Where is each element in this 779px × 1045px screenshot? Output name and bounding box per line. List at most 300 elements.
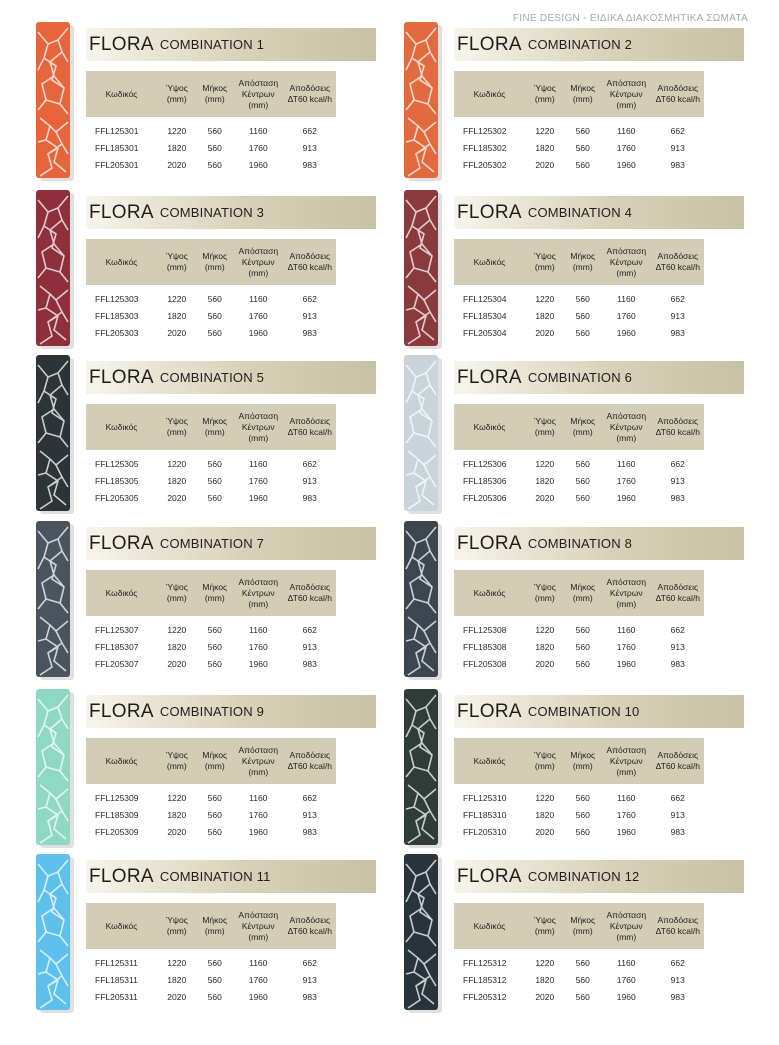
radiator-pattern-icon (402, 854, 444, 1014)
cell-code: FFL205307 (95, 658, 139, 669)
cell-code: FFL125301 (95, 125, 139, 136)
product-combination: COMBINATION 4 (527, 205, 633, 220)
radiator-pattern-icon (402, 22, 444, 182)
cell-code: FFL185310 (463, 809, 507, 820)
product-brand: FLORA (89, 700, 154, 722)
cell-length: 560 (207, 991, 222, 1002)
cell-center: 1760 (616, 641, 636, 652)
cell-center: 1960 (248, 991, 268, 1002)
cell-length: 560 (207, 142, 222, 153)
cell-code: FFL205301 (95, 159, 139, 170)
cell-code: FFL205311 (95, 991, 138, 1002)
header-center-distance: Απόσταση Κέντρων (mm) (233, 903, 284, 949)
header-code: Κωδικός (86, 903, 157, 949)
cell-center: 1160 (249, 293, 268, 304)
cell-code: FFL125308 (463, 624, 507, 635)
cell-code: FFL125302 (463, 125, 507, 136)
cell-output: 662 (670, 792, 685, 803)
table-row (454, 655, 704, 672)
table-row (86, 450, 336, 472)
radiator-pattern-icon (34, 521, 76, 681)
spec-table-header (454, 570, 704, 616)
header-output: Αποδόσεις ΔΤ60 kcal/h (652, 71, 704, 117)
header-height: Ύψος (mm) (525, 239, 565, 285)
radiator-pattern-icon (34, 689, 76, 849)
product-card-5 (86, 361, 431, 526)
cell-center: 1160 (249, 458, 268, 469)
product-title-bar (454, 695, 744, 728)
cell-code: FFL185301 (95, 142, 139, 153)
cell-code: FFL185309 (95, 809, 139, 820)
cell-code: FFL205310 (463, 826, 507, 837)
cell-code: FFL185302 (463, 142, 507, 153)
cell-length: 560 (575, 826, 590, 837)
cell-length: 560 (207, 475, 222, 486)
spec-table (454, 738, 704, 840)
spec-table-header (454, 71, 704, 117)
cell-length: 560 (207, 492, 222, 503)
cell-length: 560 (575, 142, 590, 153)
spec-table (86, 239, 336, 341)
cell-height: 1220 (167, 624, 187, 635)
table-row (86, 616, 336, 638)
table-row (454, 489, 704, 506)
header-output: Αποδόσεις ΔΤ60 kcal/h (284, 903, 336, 949)
cell-length: 560 (575, 492, 590, 503)
cell-center: 1760 (248, 310, 268, 321)
cell-output: 913 (670, 142, 685, 153)
header-center-distance: Απόσταση Κέντρων (mm) (601, 239, 652, 285)
table-row (454, 823, 704, 840)
cell-height: 1220 (535, 957, 555, 968)
product-brand: FLORA (457, 33, 522, 55)
spec-table (86, 71, 336, 173)
cell-output: 662 (302, 458, 317, 469)
cell-height: 1220 (535, 458, 555, 469)
header-center-distance: Απόσταση Κέντρων (mm) (233, 404, 284, 450)
cell-output: 983 (302, 327, 317, 338)
cell-output: 983 (302, 658, 317, 669)
product-combination: COMBINATION 5 (159, 370, 265, 385)
product-card-6 (454, 361, 779, 526)
header-height: Ύψος (mm) (525, 903, 565, 949)
product-title-bar (86, 527, 376, 560)
cell-height: 1820 (167, 641, 187, 652)
spec-table (454, 903, 704, 1005)
cell-length: 560 (575, 475, 590, 486)
cell-output: 913 (670, 974, 685, 985)
cell-center: 1160 (249, 624, 268, 635)
cell-length: 560 (207, 826, 222, 837)
table-row (454, 450, 704, 472)
cell-length: 560 (575, 974, 590, 985)
table-row (86, 806, 336, 823)
cell-center: 1760 (616, 142, 636, 153)
cell-height: 2020 (167, 327, 187, 338)
cell-length: 560 (207, 293, 222, 304)
header-height: Ύψος (mm) (525, 71, 565, 117)
table-row (454, 971, 704, 988)
radiator-image (34, 689, 76, 849)
spec-table-header (454, 404, 704, 450)
header-output: Αποδόσεις ΔΤ60 kcal/h (652, 903, 704, 949)
header-length: Μήκος (mm) (197, 738, 233, 784)
header-center-distance: Απόσταση Κέντρων (mm) (601, 903, 652, 949)
product-combination: COMBINATION 2 (527, 37, 633, 52)
cell-code: FFL125305 (95, 458, 139, 469)
cell-length: 560 (575, 125, 590, 136)
cell-code: FFL205302 (463, 159, 507, 170)
cell-height: 1220 (535, 125, 555, 136)
cell-output: 662 (302, 624, 317, 635)
cell-center: 1960 (616, 658, 636, 669)
cell-height: 1820 (535, 142, 555, 153)
cell-output: 662 (302, 125, 317, 136)
product-card-4 (454, 196, 779, 361)
cell-output: 983 (670, 991, 685, 1002)
table-row (454, 324, 704, 341)
cell-length: 560 (575, 458, 590, 469)
cell-length: 560 (207, 624, 222, 635)
cell-output: 662 (670, 125, 685, 136)
product-title-bar (86, 695, 376, 728)
product-card-2 (454, 28, 779, 193)
cell-output: 913 (670, 310, 685, 321)
product-combination: COMBINATION 12 (527, 869, 640, 884)
cell-height: 1820 (167, 475, 187, 486)
cell-center: 1960 (248, 159, 268, 170)
cell-center: 1760 (616, 475, 636, 486)
table-row (86, 472, 336, 489)
cell-center: 1760 (248, 974, 268, 985)
table-row (454, 285, 704, 307)
cell-code: FFL185307 (95, 641, 139, 652)
cell-output: 662 (302, 293, 317, 304)
radiator-image (402, 190, 444, 350)
table-row (454, 616, 704, 638)
cell-length: 560 (207, 125, 222, 136)
product-title-bar (454, 196, 744, 229)
cell-code: FFL185311 (95, 974, 138, 985)
header-height: Ύψος (mm) (157, 738, 197, 784)
product-title-bar (86, 28, 376, 61)
cell-code: FFL125310 (463, 792, 507, 803)
cell-height: 1820 (535, 974, 555, 985)
radiator-pattern-icon (402, 521, 444, 681)
page-header: FINE DESIGN - ΕΙΔΙΚΑ ΔΙΑΚΟΣΜΗΤΙΚΑ ΣΩΜΑΤΑ (512, 13, 748, 24)
radiator-image (402, 22, 444, 182)
cell-center: 1160 (617, 293, 636, 304)
cell-center: 1760 (248, 142, 268, 153)
header-height: Ύψος (mm) (157, 404, 197, 450)
spec-table-header (86, 71, 336, 117)
cell-center: 1960 (248, 327, 268, 338)
cell-center: 1760 (616, 809, 636, 820)
cell-code: FFL125306 (463, 458, 507, 469)
product-brand: FLORA (89, 532, 154, 554)
cell-output: 913 (302, 310, 317, 321)
radiator-pattern-icon (34, 854, 76, 1014)
cell-length: 560 (575, 641, 590, 652)
cell-output: 983 (670, 159, 685, 170)
cell-height: 2020 (167, 826, 187, 837)
header-code: Κωδικός (454, 570, 525, 616)
header-height: Ύψος (mm) (525, 738, 565, 784)
radiator-image (402, 355, 444, 515)
table-row (86, 655, 336, 672)
header-output: Αποδόσεις ΔΤ60 kcal/h (652, 570, 704, 616)
header-code: Κωδικός (454, 239, 525, 285)
cell-code: FFL185304 (463, 310, 507, 321)
cell-height: 1820 (167, 809, 187, 820)
header-center-distance: Απόσταση Κέντρων (mm) (233, 239, 284, 285)
cell-output: 662 (302, 792, 317, 803)
spec-table (454, 404, 704, 506)
cell-code: FFL125304 (463, 293, 507, 304)
table-row (454, 806, 704, 823)
cell-height: 1820 (167, 974, 187, 985)
product-brand: FLORA (89, 201, 154, 223)
cell-center: 1760 (248, 475, 268, 486)
spec-table-header (86, 903, 336, 949)
cell-height: 1220 (167, 125, 187, 136)
header-output: Αποδόσεις ΔΤ60 kcal/h (652, 239, 704, 285)
cell-length: 560 (207, 159, 222, 170)
header-length: Μήκος (mm) (197, 239, 233, 285)
spec-table (454, 570, 704, 672)
table-row (86, 823, 336, 840)
radiator-image (402, 854, 444, 1014)
cell-output: 983 (302, 826, 317, 837)
cell-output: 983 (302, 159, 317, 170)
header-length: Μήκος (mm) (565, 71, 601, 117)
table-row (86, 324, 336, 341)
cell-output: 662 (302, 957, 317, 968)
header-height: Ύψος (mm) (157, 239, 197, 285)
product-brand: FLORA (89, 33, 154, 55)
cell-length: 560 (207, 641, 222, 652)
cell-length: 560 (575, 809, 590, 820)
spec-table (86, 903, 336, 1005)
product-brand: FLORA (457, 700, 522, 722)
radiator-pattern-icon (34, 22, 76, 182)
table-row (454, 156, 704, 173)
header-center-distance: Απόσταση Κέντρων (mm) (601, 404, 652, 450)
cell-center: 1760 (616, 310, 636, 321)
cell-code: FFL205312 (463, 991, 507, 1002)
cell-code: FFL185303 (95, 310, 139, 321)
table-row (86, 988, 336, 1005)
cell-length: 560 (575, 991, 590, 1002)
header-center-distance: Απόσταση Κέντρων (mm) (601, 570, 652, 616)
radiator-pattern-icon (402, 355, 444, 515)
product-card-11 (86, 860, 431, 1025)
cell-center: 1960 (248, 826, 268, 837)
header-code: Κωδικός (454, 738, 525, 784)
header-height: Ύψος (mm) (525, 404, 565, 450)
table-row (454, 472, 704, 489)
cell-height: 1220 (535, 624, 555, 635)
spec-table (86, 404, 336, 506)
cell-center: 1160 (617, 957, 636, 968)
header-length: Μήκος (mm) (565, 239, 601, 285)
header-output: Αποδόσεις ΔΤ60 kcal/h (652, 404, 704, 450)
cell-code: FFL205308 (463, 658, 507, 669)
product-brand: FLORA (457, 201, 522, 223)
cell-length: 560 (575, 792, 590, 803)
cell-output: 662 (670, 458, 685, 469)
header-length: Μήκος (mm) (197, 404, 233, 450)
cell-length: 560 (207, 310, 222, 321)
product-brand: FLORA (89, 366, 154, 388)
cell-output: 983 (670, 826, 685, 837)
cell-height: 1820 (535, 809, 555, 820)
cell-center: 1160 (249, 957, 268, 968)
cell-center: 1160 (617, 792, 636, 803)
header-output: Αποδόσεις ΔΤ60 kcal/h (284, 404, 336, 450)
header-height: Ύψος (mm) (157, 71, 197, 117)
cell-center: 1760 (248, 809, 268, 820)
spec-table-header (454, 903, 704, 949)
spec-table-header (86, 570, 336, 616)
cell-height: 2020 (535, 991, 555, 1002)
cell-height: 1820 (535, 310, 555, 321)
header-length: Μήκος (mm) (565, 404, 601, 450)
spec-table-header (86, 239, 336, 285)
header-center-distance: Απόσταση Κέντρων (mm) (601, 738, 652, 784)
header-center-distance: Απόσταση Κέντρων (mm) (233, 71, 284, 117)
table-row (454, 784, 704, 806)
cell-length: 560 (575, 310, 590, 321)
cell-height: 2020 (535, 658, 555, 669)
product-combination: COMBINATION 6 (527, 370, 633, 385)
table-row (86, 285, 336, 307)
spec-table (454, 239, 704, 341)
cell-length: 560 (207, 809, 222, 820)
radiator-image (34, 854, 76, 1014)
header-output: Αποδόσεις ΔΤ60 kcal/h (284, 570, 336, 616)
cell-output: 662 (670, 624, 685, 635)
header-height: Ύψος (mm) (157, 570, 197, 616)
cell-height: 2020 (167, 492, 187, 503)
cell-center: 1160 (249, 792, 268, 803)
cell-length: 560 (575, 327, 590, 338)
header-length: Μήκος (mm) (197, 903, 233, 949)
spec-table-header (86, 738, 336, 784)
product-combination: COMBINATION 11 (159, 869, 271, 884)
product-combination: COMBINATION 9 (159, 704, 265, 719)
cell-code: FFL205309 (95, 826, 139, 837)
cell-code: FFL125311 (95, 957, 138, 968)
cell-code: FFL205303 (95, 327, 139, 338)
cell-output: 983 (302, 492, 317, 503)
cell-length: 560 (575, 658, 590, 669)
cell-length: 560 (207, 658, 222, 669)
header-length: Μήκος (mm) (197, 71, 233, 117)
header-length: Μήκος (mm) (197, 570, 233, 616)
cell-height: 1220 (535, 792, 555, 803)
cell-length: 560 (207, 458, 222, 469)
cell-output: 983 (670, 492, 685, 503)
spec-table (454, 71, 704, 173)
radiator-pattern-icon (402, 689, 444, 849)
cell-output: 913 (302, 641, 317, 652)
header-center-distance: Απόσταση Κέντρων (mm) (601, 71, 652, 117)
cell-output: 983 (302, 991, 317, 1002)
cell-height: 1820 (167, 310, 187, 321)
product-card-12 (454, 860, 779, 1025)
product-title-bar (86, 361, 376, 394)
cell-center: 1160 (249, 125, 268, 136)
cell-height: 2020 (167, 991, 187, 1002)
table-row (86, 638, 336, 655)
cell-height: 1220 (167, 458, 187, 469)
cell-height: 1220 (167, 957, 187, 968)
table-row (86, 156, 336, 173)
cell-length: 560 (575, 624, 590, 635)
cell-code: FFL125309 (95, 792, 139, 803)
spec-table-header (454, 239, 704, 285)
cell-code: FFL125303 (95, 293, 139, 304)
product-combination: COMBINATION 1 (159, 37, 265, 52)
product-brand: FLORA (457, 366, 522, 388)
cell-code: FFL125312 (463, 957, 507, 968)
table-row (86, 139, 336, 156)
header-code: Κωδικός (86, 239, 157, 285)
cell-center: 1760 (248, 641, 268, 652)
table-row (86, 971, 336, 988)
header-center-distance: Απόσταση Κέντρων (mm) (233, 738, 284, 784)
spec-table (86, 570, 336, 672)
cell-output: 913 (302, 809, 317, 820)
header-code: Κωδικός (86, 71, 157, 117)
cell-output: 913 (670, 475, 685, 486)
cell-height: 1220 (167, 792, 187, 803)
cell-height: 2020 (535, 826, 555, 837)
cell-height: 1820 (535, 641, 555, 652)
radiator-pattern-icon (402, 190, 444, 350)
header-code: Κωδικός (86, 404, 157, 450)
cell-output: 913 (670, 641, 685, 652)
product-brand: FLORA (457, 865, 522, 887)
cell-length: 560 (575, 957, 590, 968)
cell-code: FFL185306 (463, 475, 507, 486)
cell-code: FFL125307 (95, 624, 139, 635)
cell-center: 1960 (616, 327, 636, 338)
cell-output: 913 (302, 974, 317, 985)
cell-code: FFL205304 (463, 327, 507, 338)
cell-length: 560 (207, 974, 222, 985)
cell-center: 1960 (616, 492, 636, 503)
spec-table-header (86, 404, 336, 450)
product-card-3 (86, 196, 431, 361)
radiator-image (402, 689, 444, 849)
table-row (454, 638, 704, 655)
radiator-image (34, 22, 76, 182)
cell-code: FFL185312 (463, 974, 507, 985)
product-card-7 (86, 527, 431, 692)
cell-length: 560 (575, 159, 590, 170)
cell-output: 913 (302, 475, 317, 486)
cell-center: 1960 (616, 991, 636, 1002)
header-code: Κωδικός (86, 570, 157, 616)
cell-height: 1820 (535, 475, 555, 486)
cell-code: FFL205305 (95, 492, 139, 503)
cell-height: 1820 (167, 142, 187, 153)
table-row (86, 949, 336, 971)
header-height: Ύψος (mm) (157, 903, 197, 949)
radiator-image (34, 355, 76, 515)
